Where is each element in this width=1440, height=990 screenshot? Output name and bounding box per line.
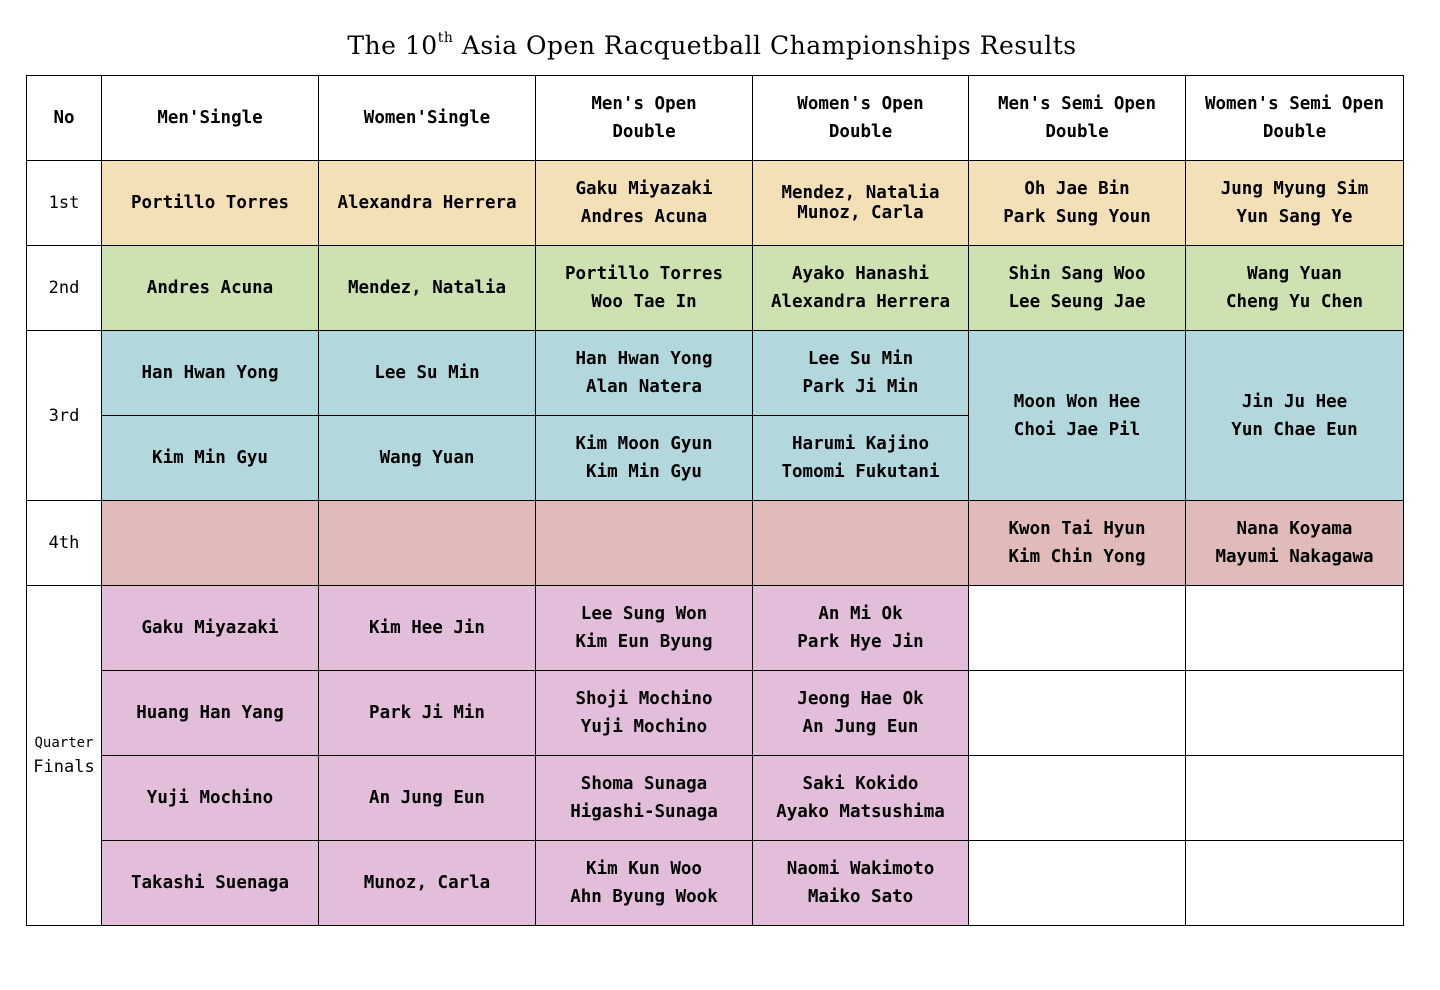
player-name: Han Hwan Yong xyxy=(575,349,713,369)
header-womens-open-double xyxy=(753,76,969,161)
player-name: Gaku Miyazaki xyxy=(575,179,713,199)
cell-mens-semi-open-double xyxy=(969,161,1186,246)
cell-womens-open-double xyxy=(753,501,969,586)
player-name: Cheng Yu Chen xyxy=(1226,292,1363,312)
cell-womens-semi-open-double xyxy=(1186,246,1404,331)
cell-womens-open-double xyxy=(753,416,969,501)
cell-men-single xyxy=(102,501,319,586)
cell-women-single: Kim Hee Jin xyxy=(319,586,536,671)
header-mens-open-double xyxy=(536,76,753,161)
header-no: No xyxy=(27,76,102,161)
player-name: Munoz, Carla xyxy=(797,203,924,223)
third-place-row xyxy=(27,331,1404,416)
player-name: Maiko Sato xyxy=(807,887,914,907)
cell-mens-semi-open-double xyxy=(969,671,1186,756)
player-name: Portillo Torres xyxy=(564,264,724,284)
player-name: Shoma Sunaga xyxy=(580,774,708,794)
cell-womens-semi-open-double xyxy=(1186,756,1404,841)
rank-label-4th: 4th xyxy=(27,501,102,586)
cell-mens-semi-open-double xyxy=(969,841,1186,926)
player-name: Kim Eun Byung xyxy=(575,632,713,652)
cell-women-single: Park Ji Min xyxy=(319,671,536,756)
fourth-place-row xyxy=(27,501,1404,586)
player-name: Choi Jae Pil xyxy=(1013,419,1141,440)
player-name: Mendez, Natalia xyxy=(781,183,940,203)
quarter-final-row xyxy=(27,586,1404,671)
header-line: Women's Semi Open xyxy=(1204,94,1385,114)
player-name: Alexandra Herrera xyxy=(770,292,951,312)
player-name: An Jung Eun xyxy=(802,717,919,737)
quarter-final-row xyxy=(27,756,1404,841)
player-name: Saki Kokido xyxy=(802,774,919,794)
cell-womens-semi-open-double xyxy=(1186,671,1404,756)
title-prefix: The 10 xyxy=(347,31,438,60)
player-name: Jin Ju Hee xyxy=(1241,391,1348,412)
player-name: Higashi-Sunaga xyxy=(570,802,718,822)
player-name: Ayako Matsushima xyxy=(776,802,945,822)
cell-men-single: Kim Min Gyu xyxy=(102,416,319,501)
cell-women-single: Munoz, Carla xyxy=(319,841,536,926)
cell-mens-open-double xyxy=(536,501,753,586)
player-name: Kim Moon Gyun xyxy=(575,434,713,454)
results-table xyxy=(26,75,1404,926)
cell-mens-semi-open-double xyxy=(969,246,1186,331)
cell-womens-open-double xyxy=(753,161,969,246)
quarter-label: Quarter xyxy=(34,734,94,751)
cell-mens-semi-open-double xyxy=(969,501,1186,586)
cell-men-single: Portillo Torres xyxy=(102,161,319,246)
cell-womens-semi-open-double xyxy=(1186,161,1404,246)
player-name: An Mi Ok xyxy=(818,604,903,624)
cell-womens-semi-open-double xyxy=(1186,841,1404,926)
rank-label-quarter-finals xyxy=(27,586,102,926)
player-name: Kim Kun Woo xyxy=(586,859,702,879)
cell-womens-semi-open-double xyxy=(1186,586,1404,671)
header-row xyxy=(27,76,1404,161)
cell-men-single: Han Hwan Yong xyxy=(102,331,319,416)
quarter-final-row xyxy=(27,671,1404,756)
rank-label-3rd: 3rd xyxy=(27,331,102,501)
player-name: Park Ji Min xyxy=(802,377,919,397)
player-name: Moon Won Hee xyxy=(1013,391,1141,412)
quarter-final-row xyxy=(27,841,1404,926)
cell-men-single: Takashi Suenaga xyxy=(102,841,319,926)
header-line: Double xyxy=(1045,122,1109,142)
player-name: Shoji Mochino xyxy=(575,689,713,709)
header-men-single: Men'Single xyxy=(102,76,319,161)
header-line: Double xyxy=(612,122,676,142)
header-womens-semi-open-double xyxy=(1186,76,1404,161)
cell-women-single: Lee Su Min xyxy=(319,331,536,416)
cell-mens-semi-open-double xyxy=(969,586,1186,671)
cell-womens-open-double xyxy=(753,841,969,926)
player-name: Shin Sang Woo xyxy=(1008,264,1146,284)
player-name: Mayumi Nakagawa xyxy=(1215,547,1374,567)
player-name: Jeong Hae Ok xyxy=(797,689,924,709)
cell-mens-open-double xyxy=(536,671,753,756)
title-superscript: th xyxy=(437,30,454,46)
cell-women-single: Mendez, Natalia xyxy=(319,246,536,331)
cell-women-single: Wang Yuan xyxy=(319,416,536,501)
cell-mens-open-double xyxy=(536,586,753,671)
player-name: Kim Chin Yong xyxy=(1008,547,1146,567)
header-line: Men's Semi Open xyxy=(997,94,1157,114)
cell-mens-open-double xyxy=(536,161,753,246)
header-women-single: Women'Single xyxy=(319,76,536,161)
player-name: Kim Min Gyu xyxy=(586,462,702,482)
cell-men-single: Gaku Miyazaki xyxy=(102,586,319,671)
player-name: Yuji Mochino xyxy=(580,717,708,737)
cell-womens-open-double xyxy=(753,756,969,841)
player-name: Kwon Tai Hyun xyxy=(1008,519,1146,539)
cell-women-single: Alexandra Herrera xyxy=(319,161,536,246)
cell-mens-semi-open-double xyxy=(969,756,1186,841)
first-place-row xyxy=(27,161,1404,246)
player-name: Andres Acuna xyxy=(580,207,708,227)
cell-womens-open-double xyxy=(753,671,969,756)
player-name: Lee Seung Jae xyxy=(1008,292,1146,312)
header-mens-semi-open-double xyxy=(969,76,1186,161)
player-name: Jung Myung Sim xyxy=(1220,179,1369,199)
page-title xyxy=(0,30,1424,60)
player-name: Ahn Byung Wook xyxy=(570,887,718,907)
header-line: Double xyxy=(828,122,893,142)
cell-womens-open-double xyxy=(753,246,969,331)
cell-mens-open-double xyxy=(536,756,753,841)
rank-label-1st: 1st xyxy=(27,161,102,246)
cell-womens-semi-open-double xyxy=(1186,501,1404,586)
cell-women-single: An Jung Eun xyxy=(319,756,536,841)
cell-mens-open-double xyxy=(536,841,753,926)
cell-mens-semi-open-double xyxy=(969,331,1186,501)
player-name: Wang Yuan xyxy=(1247,264,1342,284)
player-name: Harumi Kajino xyxy=(792,434,929,454)
cell-mens-open-double xyxy=(536,416,753,501)
player-name: Lee Sung Won xyxy=(580,604,708,624)
cell-womens-semi-open-double xyxy=(1186,331,1404,501)
cell-men-single: Yuji Mochino xyxy=(102,756,319,841)
player-name: Park Hye Jin xyxy=(797,632,924,652)
player-name: Alan Natera xyxy=(586,377,702,397)
cell-women-single xyxy=(319,501,536,586)
player-name: Oh Jae Bin xyxy=(1024,179,1130,199)
player-name: Yun Sang Ye xyxy=(1236,207,1353,227)
player-name: Park Sung Youn xyxy=(1003,207,1151,227)
cell-mens-open-double xyxy=(536,331,753,416)
cell-womens-open-double xyxy=(753,331,969,416)
cell-men-single: Huang Han Yang xyxy=(102,671,319,756)
title-suffix: Asia Open Racquetball Championships Results xyxy=(453,31,1077,60)
player-name: Nana Koyama xyxy=(1236,519,1353,539)
player-name: Woo Tae In xyxy=(591,292,697,312)
rank-label-2nd: 2nd xyxy=(27,246,102,331)
cell-mens-open-double xyxy=(536,246,753,331)
cell-men-single: Andres Acuna xyxy=(102,246,319,331)
player-name: Naomi Wakimoto xyxy=(786,859,935,879)
second-place-row xyxy=(27,246,1404,331)
player-name: Tomomi Fukutani xyxy=(781,462,940,482)
cell-womens-open-double xyxy=(753,586,969,671)
header-line: Women's Open xyxy=(797,94,924,114)
header-line: Men's Open xyxy=(591,94,697,114)
player-name: Yun Chae Eun xyxy=(1231,419,1358,440)
finals-label: Finals xyxy=(33,756,95,777)
player-name: Ayako Hanashi xyxy=(792,264,929,284)
header-line: Double xyxy=(1262,122,1327,142)
player-name: Lee Su Min xyxy=(807,349,914,369)
